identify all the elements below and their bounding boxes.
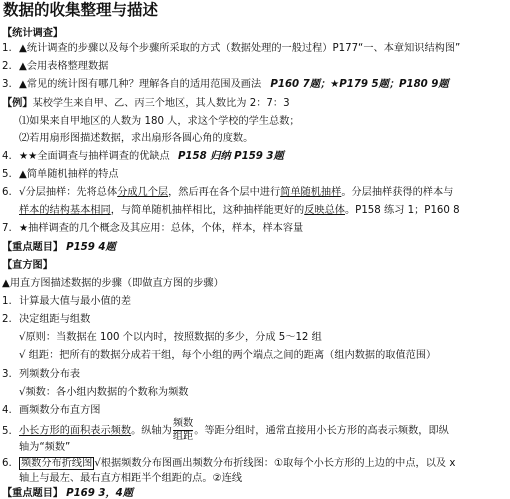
item-number: 3. <box>2 79 12 90</box>
problem-reference: P169 3，4题 <box>66 488 133 499</box>
section-histogram-heading: 【直方图】 <box>2 260 53 271</box>
step-6-continued: 轴上与最左、最右直方相距半个组距的点。②连线 <box>19 473 243 484</box>
list-item-7 <box>2 224 303 234</box>
item-text: 。分层抽样获得的样本与 <box>341 187 454 198</box>
step-4 <box>2 406 101 416</box>
underlined-text: 小长方形的面积表示频数 <box>19 425 132 437</box>
key-problems-1 <box>2 243 116 253</box>
example-label: 【例】 <box>2 98 33 109</box>
item-number: 5. <box>2 425 12 437</box>
step-2-class-width: √ 组距：把所有的数据分成若干组，每个小组的两个端点之间的距离（组内数据的取值范围） <box>19 350 437 361</box>
item-number: 2. <box>2 61 12 72</box>
fraction-denominator: 组距 <box>172 431 194 442</box>
item-number: 1. <box>2 296 12 307</box>
list-item-5 <box>2 170 119 180</box>
example-text: 某校学生来自甲、乙、丙三个地区，其人数比为 2：7：3 <box>32 98 290 109</box>
histogram-steps-heading: ▲用直方图描述数据的步骤（即做直方图的步骤） <box>2 278 224 289</box>
key-problems-2 <box>2 489 133 499</box>
item-number: 4. <box>2 151 12 162</box>
item-text: ，与简单随机抽样相比，这种抽样能更好的 <box>110 205 305 216</box>
item-text: ▲简单随机抽样的特点 <box>19 169 119 180</box>
item-text: ★抽样调查的几个概念及其应用：总体，个体，样本，样本容量 <box>19 223 304 234</box>
problem-reference: P159 4题 <box>66 242 116 253</box>
item-number: 2. <box>2 314 12 325</box>
list-item-4 <box>2 152 284 162</box>
item-text: 计算最大值与最小值的差 <box>19 296 132 307</box>
item-text: 。等距分组时，通常直接用小长方形的高表示频数，即纵 <box>194 425 449 437</box>
step-1 <box>2 297 131 307</box>
item-text: 。P158 练习 1；P160 8 <box>345 205 460 216</box>
section-survey-heading: 【统计调查】 <box>2 28 64 39</box>
item-text: √分层抽样：先将总体 <box>19 187 118 198</box>
list-item-3 <box>2 80 449 90</box>
list-item-6-continued <box>19 206 460 216</box>
item-text: 决定组距与组数 <box>19 314 91 325</box>
item-text: ，然后再在各个层中进行 <box>168 187 281 198</box>
item-number: 3. <box>2 369 12 380</box>
item-number: 6. <box>2 458 12 469</box>
key-problems-label: 【重点题目】 <box>2 242 64 253</box>
item-number: 6. <box>2 187 12 198</box>
item-text: ▲统计调查的步骤以及每个步骤所采取的方式（数据处理的一般过程）P177“一、本章知识结构图” <box>19 43 461 54</box>
example-question-1: ⑴如果来自甲地区的人数为 180 人，求这个学校的学生总数； <box>19 116 300 127</box>
item-text: ▲会用表格整理数据 <box>19 61 109 72</box>
underlined-text: 样本的结构基本相同 <box>19 205 111 216</box>
item-number: 1. <box>2 43 12 54</box>
document-title: 数据的收集整理与描述 <box>3 1 159 19</box>
item-number: 7. <box>2 223 12 234</box>
boxed-term: 频数分布折线图 <box>21 458 93 469</box>
step-6 <box>2 459 455 469</box>
item-text: 画频数分布直方图 <box>19 405 101 416</box>
step-3-frequency: √频数：各小组内数据的个数称为频数 <box>19 387 189 398</box>
item-text: √根据频数分布图画出频数分布折线图：①取每个小长方形的上边的中点，以及 x <box>94 458 456 469</box>
item-text: ★★全面调查与抽样调查的优缺点 <box>19 151 170 162</box>
underlined-text: 反映总体 <box>304 205 345 216</box>
step-5-continued: 轴为“频数” <box>19 442 71 453</box>
step-5 <box>2 418 449 444</box>
step-2 <box>2 315 90 325</box>
step-3 <box>2 370 80 380</box>
fraction-numerator: 频数 <box>172 418 194 429</box>
item-number: 5. <box>2 169 12 180</box>
step-2-principle: √原则：当数据在 100 个以内时，按照数据的多少，分成 5～12 组 <box>19 332 322 343</box>
list-item-6 <box>2 188 453 198</box>
underlined-text: 分成几个层 <box>117 187 169 198</box>
item-text: ▲常见的统计图有哪几种？理解各自的适用范围及画法 <box>19 79 262 90</box>
example-block <box>2 99 290 109</box>
example-question-2: ⑵若用扇形图描述数据，求出扇形各圆心角的度数。 <box>19 133 254 144</box>
key-problems-label: 【重点题目】 <box>2 488 64 499</box>
item-number: 4. <box>2 405 12 416</box>
problem-reference: P160 7题；★P179 5题；P180 9题 <box>270 79 449 90</box>
underlined-text: 简单随机抽样 <box>280 187 342 198</box>
item-text: 。纵轴为 <box>131 425 172 437</box>
list-item-1 <box>2 44 460 54</box>
fraction <box>173 418 193 443</box>
list-item-2 <box>2 62 108 72</box>
item-text: 列频数分布表 <box>19 369 81 380</box>
problem-reference: P158 归纳 P159 3题 <box>177 151 284 162</box>
